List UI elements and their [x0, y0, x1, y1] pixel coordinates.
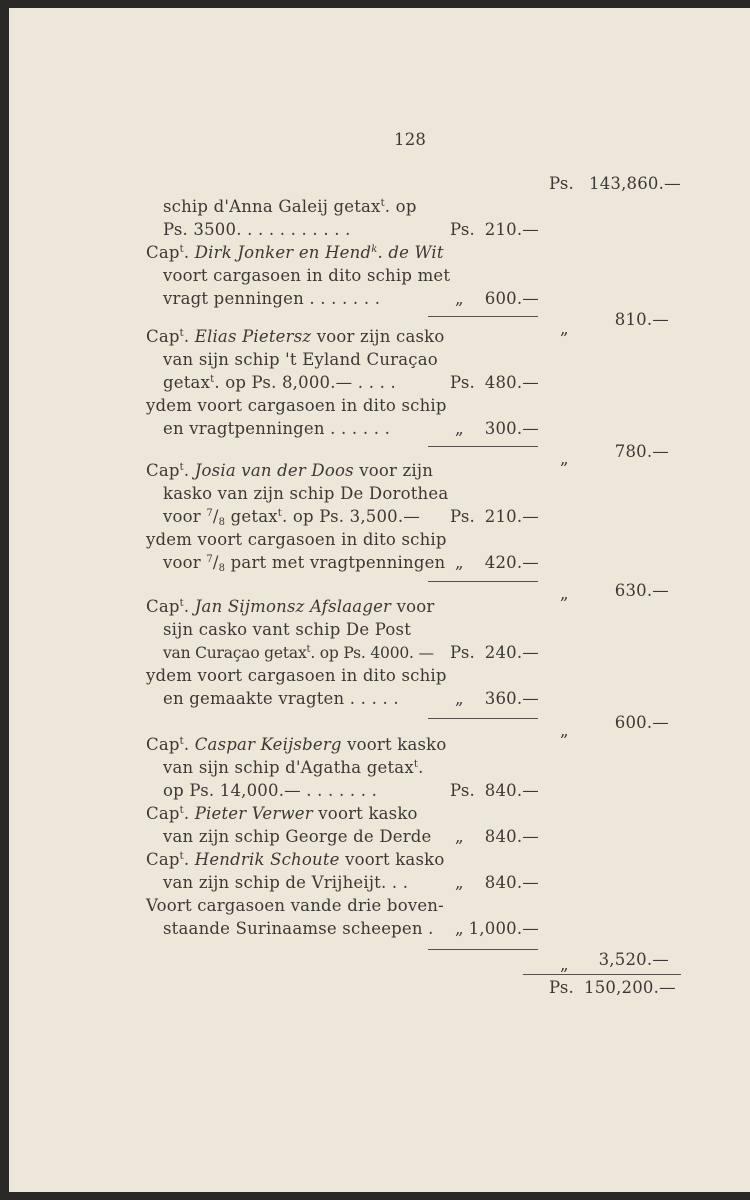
amount-prefix: „ [455, 919, 464, 938]
entry-line: Cap$^t$. Dirk Jonker en Hend$^k$. de Wit [146, 243, 444, 262]
amount-prefix: Ps. [450, 373, 475, 392]
amount-prefix: „ [455, 289, 464, 308]
entry-line: kasko van zijn schip De Dorothea [163, 484, 449, 503]
amount-prefix: Ps. [450, 781, 475, 800]
amount-value: 840.— [484, 781, 539, 800]
amount-prefix: Ps. [450, 643, 475, 662]
entry-line: Cap$^t$. Jan Sijmonsz Afslaager voor [146, 597, 435, 616]
entry-line: ydem voort cargasoen in dito schip [146, 396, 447, 415]
entry-line: voor $^7/_8$ part met vragtpenningen [163, 553, 446, 574]
amount-prefix: „ [560, 721, 569, 740]
entry-line: van zijn schip de Vrijheijt. . . [163, 873, 409, 892]
entry-line: Voort cargasoen vande drie boven- [146, 896, 444, 915]
amount-value: 360.— [484, 689, 539, 708]
entry-line: Ps. 3500. . . . . . . . . . . [163, 220, 351, 239]
entry-line: Cap$^t$. Hendrik Schoute voort kasko [146, 850, 445, 869]
entry-line: en gemaakte vragten . . . . . [163, 689, 399, 708]
subtotal-rule [428, 718, 538, 719]
subtotal-rule [428, 581, 538, 582]
amount-value: 600.— [484, 289, 539, 308]
amount-value: 300.— [484, 419, 539, 438]
subtotal-amount: 600.— [614, 713, 669, 732]
entry-line: Cap$^t$. Pieter Verwer voort kasko [146, 804, 418, 823]
entry-line: ydem voort cargasoen in dito schip [146, 666, 447, 685]
amount-prefix: „ [560, 449, 569, 468]
carry-forward-prefix: Ps. [549, 174, 574, 193]
total-rule [523, 974, 681, 975]
page-number: 128 [394, 130, 427, 149]
amount-prefix: „ [455, 553, 464, 572]
entry-line: voort cargasoen in dito schip met [163, 266, 451, 285]
subtotal-rule [428, 949, 538, 950]
amount-value: 210.— [484, 220, 539, 239]
entry-line: van sijn schip d'Agatha getax$^t$. [163, 758, 424, 777]
amount-value: 840.— [484, 827, 539, 846]
subtotal-amount: 630.— [614, 581, 669, 600]
amount-prefix: „ [455, 873, 464, 892]
entry-line: Cap$^t$. Josia van der Doos voor zijn [146, 461, 434, 480]
entry-line: van Curaçao getax$^t$. op Ps. 4000. — [163, 644, 434, 662]
entry-line: van zijn schip George de Derde [163, 827, 432, 846]
entry-line: op Ps. 14,000.— . . . . . . . [163, 781, 378, 800]
amount-prefix: Ps. [450, 507, 475, 526]
amount-value: 420.— [484, 553, 539, 572]
entry-line: ydem voort cargasoen in dito schip [146, 530, 447, 549]
entry-line: schip d'Anna Galeij getax$^t$. op [163, 197, 417, 216]
amount-prefix: „ [560, 319, 569, 338]
entry-line: en vragtpenningen . . . . . . [163, 419, 391, 438]
total-prefix: Ps. [549, 978, 574, 997]
amount-value: 840.— [484, 873, 539, 892]
subtotal-amount: 780.— [614, 442, 669, 461]
entry-line: sijn casko vant schip De Post [163, 620, 412, 639]
subtotal-rule [428, 446, 538, 447]
amount-value: 1,000.— [468, 919, 539, 938]
entry-line: van sijn schip 't Eyland Curaçao [163, 350, 438, 369]
carry-forward-amount: 143,860.— [589, 174, 681, 193]
document-page [9, 8, 750, 1192]
entry-line: Cap$^t$. Caspar Keijsberg voort kasko [146, 735, 447, 754]
amount-prefix: Ps. [450, 220, 475, 239]
amount-prefix: „ [560, 955, 569, 974]
subtotal-amount: 3,520.— [598, 950, 669, 969]
amount-prefix: „ [560, 584, 569, 603]
entry-line: vragt penningen . . . . . . . [163, 289, 381, 308]
total-amount: 150,200.— [584, 978, 676, 997]
amount-prefix: „ [455, 689, 464, 708]
amount-prefix: „ [455, 419, 464, 438]
subtotal-amount: 810.— [614, 310, 669, 329]
entry-line: voor $^7/_8$ getax$^t$. op Ps. 3,500.— [163, 507, 421, 528]
amount-prefix: „ [455, 827, 464, 846]
subtotal-rule [428, 316, 538, 317]
amount-value: 210.— [484, 507, 539, 526]
entry-line: staande Surinaamse scheepen . [163, 919, 434, 938]
amount-value: 480.— [484, 373, 539, 392]
amount-value: 240.— [484, 643, 539, 662]
entry-line: getax$^t$. op Ps. 8,000.— . . . . [163, 373, 396, 392]
entry-line: Cap$^t$. Elias Pietersz voor zijn casko [146, 327, 445, 346]
